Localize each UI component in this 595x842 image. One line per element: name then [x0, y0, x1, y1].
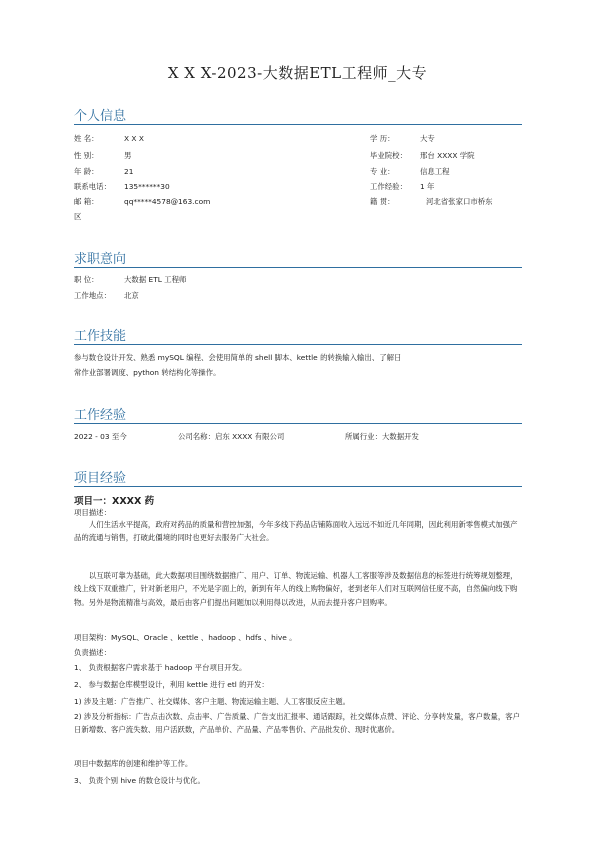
- experience-years-value: 1 年: [420, 182, 435, 191]
- section-divider: [74, 267, 522, 268]
- company-name: 公司名称：启东 XXXX 有限公司: [178, 432, 285, 441]
- responsibility-item: 2、 参与数据仓库模型设计，利用 kettle 进行 etl 的开发：: [74, 680, 269, 689]
- project-name: 项目一：XXXX 药: [74, 496, 155, 507]
- major-value: 信息工程: [420, 167, 450, 176]
- section-heading-experience: 工作经验: [74, 408, 127, 423]
- name-value: X X X: [124, 134, 144, 143]
- section-divider: [74, 344, 522, 345]
- education-value: 大专: [420, 134, 435, 143]
- work-date: 2022 - 03 至今: [74, 432, 127, 441]
- section-heading-projects: 项目经验: [74, 471, 127, 486]
- email-label: 邮 箱：: [74, 197, 99, 206]
- responsibility-item: 项目中数据库的创建和维护等工作。: [74, 759, 193, 768]
- gender-label: 性 别：: [74, 151, 99, 160]
- responsibility-item: 2) 涉及分析指标：广告点击次数、点击率、广告质量、广告支出汇报率、通话跟踪，社交媒体点赞、评论、分享转发量，客户数量，客户日新增数、客户流失数、用户活跃数，产品单价、产品量、产品零售价、产品批发价、现时优惠价。: [74, 712, 520, 735]
- project-architecture: 项目架构：MySQL、Oracle 、kettle 、hadoop 、hdfs 、hive 。: [74, 633, 297, 642]
- gender-value: 男: [124, 151, 132, 160]
- document-title: X X X-2023-大数据ETL工程师_大专: [167, 64, 428, 82]
- section-heading-skills: 工作技能: [74, 329, 127, 344]
- wrapped-text: 区: [74, 212, 82, 221]
- responsibility-item: 1) 涉及主题：广告推广、社交媒体、客户主题、物流运输主题、人工客服反应主题。: [74, 697, 351, 706]
- section-divider: [74, 124, 522, 125]
- section-heading-intention: 求职意向: [74, 252, 127, 267]
- responsibility-item: 3、 负责个别 hive 的数仓设计与优化。: [74, 776, 205, 785]
- responsibility-item: 1、 负责根据客户需求基于 hadoop 平台项目开发。: [74, 663, 247, 672]
- phone-value: 135******30: [124, 182, 170, 191]
- experience-years-label: 工作经验：: [370, 182, 407, 191]
- skills-line: 常作业部署调度、python 转结构化等操作。: [74, 368, 221, 377]
- location-value: 北京: [124, 291, 139, 300]
- age-label: 年 龄：: [74, 167, 99, 176]
- project-description-paragraph: 以互联可靠为基础，此大数据项目围绕数据推广、用户、订单、物流运输、机器人工客服等涉及数据信息的标签进行统筹规划整理，线上线下双重推广，针对新老用户，不光是字面上的，新到有年人的线上购物偏好，老到老年人们对互联网信任度不高，自然偏向线下购物。另外是物流精准与高效，最后由客户们提出问题加以利用得以改进，从而去提升客户回购率。: [74, 571, 518, 607]
- section-heading-personal: 个人信息: [74, 109, 127, 124]
- position-label: 职 位：: [74, 275, 99, 284]
- responsibility-label: 负责描述：: [74, 648, 111, 657]
- section-divider: [74, 423, 522, 424]
- school-value: 邢台 XXXX 学院: [420, 151, 475, 160]
- education-label: 学 历：: [370, 134, 395, 143]
- age-value: 21: [124, 167, 134, 176]
- skills-line: 参与数仓设计开发、熟悉 mySQL 编程、会使用简单的 shell 脚本、kettle 的转换输入输出、了解日: [74, 353, 402, 362]
- project-description-label: 项目描述：: [74, 508, 111, 517]
- hometown-label: 籍 贯：: [370, 197, 395, 206]
- industry: 所属行业：大数据开发: [345, 432, 419, 441]
- name-label: 姓 名：: [74, 134, 99, 143]
- position-value: 大数据 ETL 工程师: [124, 275, 187, 284]
- hometown-value: 河北省张家口市桥东: [426, 197, 493, 206]
- section-divider: [74, 486, 522, 487]
- location-label: 工作地点：: [74, 291, 111, 300]
- major-label: 专 业：: [370, 167, 395, 176]
- email-value: qq*****4578@163.com: [124, 197, 211, 206]
- phone-label: 联系电话：: [74, 182, 111, 191]
- school-label: 毕业院校：: [370, 151, 407, 160]
- project-description-paragraph: 人们生活水平提高，政府对药品的质量和营控加强，今年多线下药品店铺陈面收入远远不如近几年同期，因此利用新零售模式加强产品的流通与销售，打破此僵境的同时也更好去服务广大社会。: [74, 520, 518, 543]
